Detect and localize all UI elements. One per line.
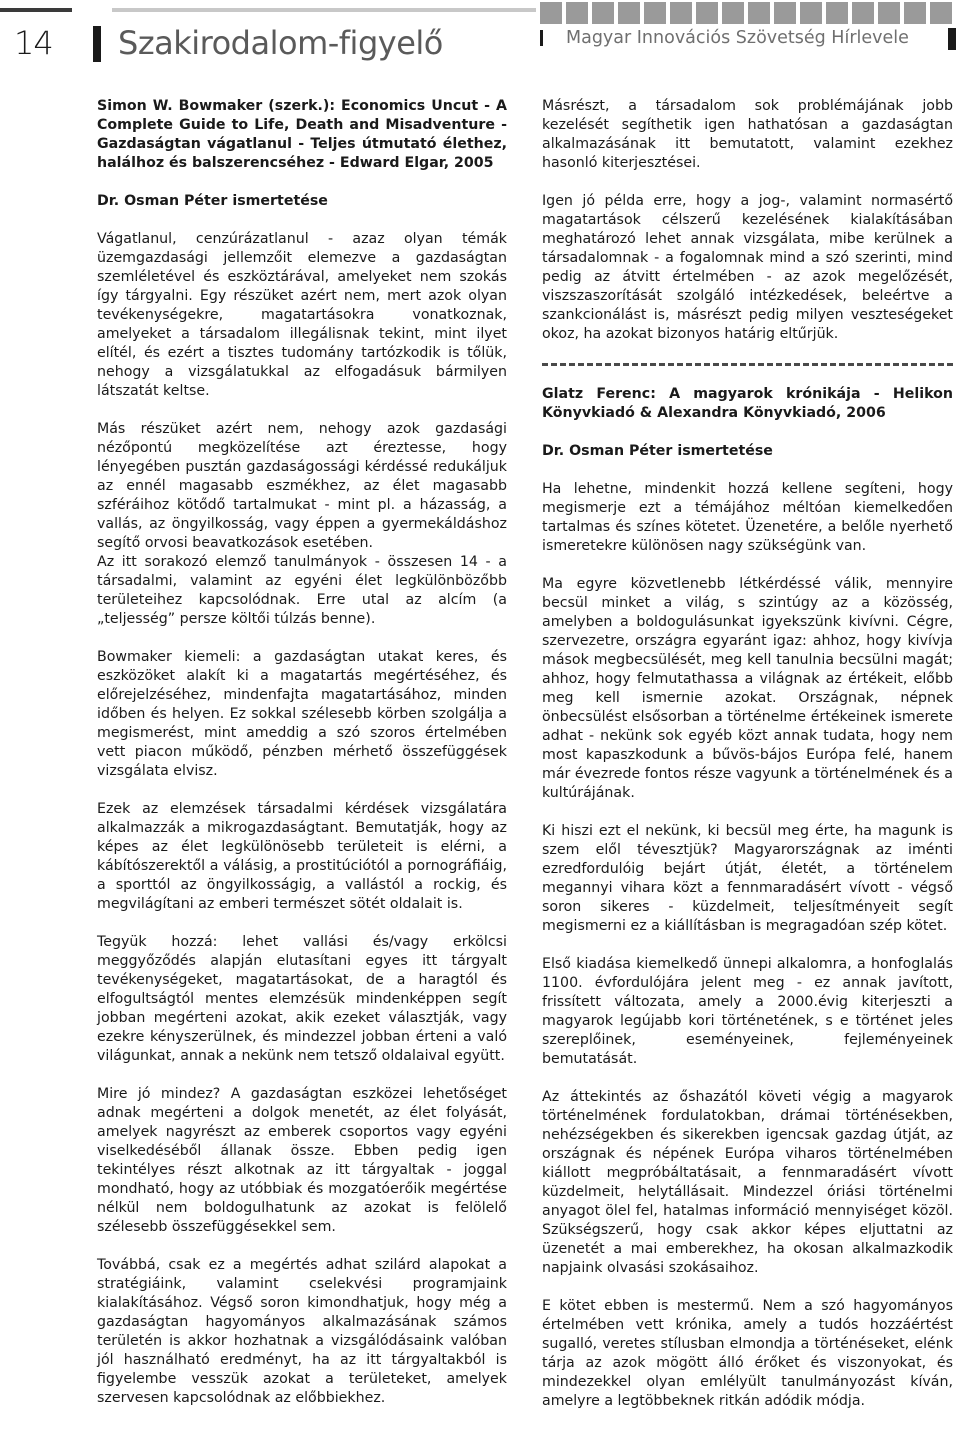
header-separator-right [948,28,956,50]
article-reviewer: Dr. Osman Péter ismertetése [97,193,328,209]
publication-name: Magyar Innovációs Szövetség Hírlevele [566,28,909,48]
header-rule-left [0,8,72,12]
article-paragraph: Ki hiszi ezt el nekünk, ki becsül meg érte, ha magunk is szem elől tévesztjük? Magyarországnak az iménti ezredfordulóig bejárt útját, életét, a történelem megannyi vihara közt a fennmaradásért vívott - végső soron sikeres - küzdelmeit, teljesítményeit segít megismerni ez a kiállításban is megragadóan szép kötet. [542,823,953,934]
article-paragraph: Bowmaker kiemeli: a gazdaságtan utakat keres, és eszközöket alakít ki a magatartás megértéséhez, és előrejelzéséhez, mindenfajta magatartásához, minden időben és helyen. Ez sokkal szélesebb körben szolgálja a megismerést, mint ameddig a szó szoros értelmében vett piacon működő, pénzben mérhető összefüggések vizsgálata elvisz. [97,649,507,779]
article-paragraph: Tegyük hozzá: lehet vallási és/vagy erkölcsi meggyőződés alapján elutasítani egyes itt tárgyalt tevékenységeket, magatartásokat, de a haragtól és elfogultságtól mentes elemzésük mindenképpen segít jobban megérteni azokat, akik ezeket választják, vagy ezekre kényszerülnek, és mindezzel jobban érteni a való világunkat, annak a nekünk nem tetsző oldalaival együtt. [97,934,507,1064]
right-column [542,97,953,1430]
article-title: Simon W. Bowmaker (szerk.): Economics Uncut - A Complete Guide to Life, Death and Misadventure - Gazdaságtan vágatlanul - Teljes útmutató élethez, halálhoz és balszerencséhez - Edward Elgar, 2005 [97,98,507,171]
article-paragraph: Igen jó példa erre, hogy a jog-, valamint normasértő magatartások célszerű kezelésének kialakításában meghatározó lehet annak vizsgálata, mibe kerülnek a társadalomnak - a fogalomnak mind a szó szerinti, mind pedig az átvitt értelmében - az azok megelőzését, viszszaszorítását szolgáló intézkedések, beleértve a szankcionálást is, másrészt pedig milyen veszteségeket okoz, ha azokat bizonyos határig eltűrjük. [542,193,953,342]
article-paragraph: Mire jó mindez? A gazdaságtan eszközei lehetőséget adnak megérteni a dolgok menetét, az élet folyását, amelyek nagyrészt az emberek csoportos vagy egyéni viselkedéséből állanak össze. Ebben pedig igen tekintélyes részt alkotnak az itt tárgyaltak - joggal mondható, hogy az utóbbiak és mozgatóerőik megértése nélkül nem boldogulhatunk az azokat is felölelő szélesebb összefüggésekkel sem. [97,1086,507,1235]
article-paragraph: Másrészt, a társadalom sok problémájának jobb kezelését segíthetik igen hathatósan a gazdaságtan alkalmazásának itt bemutatott, valamint ezekhez hasonló kiterjesztései. [542,98,953,171]
article-paragraph: E kötet ebben is mestermű. Nem a szó hagyományos értelmében vett krónika, amely a tudós hozzáértést sugalló, veretes stílusban elmondja a történéseket, elénk tárja az azok mögött álló érőket és viszonyokat, és mindezekkel olyan emlélyült tanulmányozást kíván, amelyre a legtöbbeknek ritkán adódik módja. [542,1298,953,1409]
header-decorative-squares [540,0,954,26]
article-divider [542,363,953,366]
header-rule-gray [112,8,536,12]
header-separator [93,26,101,62]
article-paragraph: Ezek az elemzések társadalmi kérdések vizsgálatára alkalmazzák a mikrogazdaságtant. Bemutatják, hogy az képes az élet legkülönösebb területeit is elérni, a kábítószerektől a válásig, a prostitúciótól a pornográfiáig, a sporttól az öngyilkosságig, a vallástól a rockig, és megvilágítani az emberi természet sötét oldalait is. [97,801,507,912]
article-paragraph: Ma egyre közvetlenebb létkérdéssé válik, mennyire becsül minket a világ, s szintúgy az a közösség, amelyben a boldogulásunkat igyekszünk kivívni. Cégre, szervezetre, országra egyaránt igaz: ahhoz, hogy kivívja mások megbecsülését, meg kell tanulnia becsülni magát; ahhoz, hogy felmutathassa a világnak az értékeit, előbb meg kell ismernie azokat. Országnak, népnek önbecsülést elsősorban a történelme értékeinek ismerete adhat - nekünk sok egyéb közt annak tudata, hogy nem most kapaszkodunk a bűvös-bájos Európa felé, hanem már évezrede fontos része vagyunk a történelmének és a kultúrájának. [542,576,953,801]
page-number: 14 [14,24,53,62]
article-paragraph: Továbbá, csak ez a megértés adhat szilárd alapokat a stratégiáink, valamint cselekvési programjaink kialakításához. Végső soron kimondhatjuk, hogy még a gazdaságtan hagyományos alkalmazásának számos területén is akkor hozhatnak a vizsgálódásaink valóban jól használható eredményt, ha az itt tárgyaltakból is figyelembe vesszük azokat a területeket, amelyek szervesen kapcsolódnak az előbbiekhez. [97,1257,507,1406]
header-separator-small [540,30,543,46]
article-paragraph: Vágatlanul, cenzúrázatlanul - azaz olyan témák üzemgazdasági jellemzőit elemezve a gazdaságtan szemléletével és eszköztárával, amelyeket nem szokás így tárgyalni. Egy részüket azért nem, mert azok olyan tevékenységekre, magatartásokra vonatkoznak, amelyeket a társadalom illegálisnak tekint, mint ilyet elítél, és ezért a tisztes tudomány tartózkodik is tőlük, nehogy a vizsgálatukkal az elfogadásuk bármilyen látszatát keltse. [97,231,507,399]
article-title: Glatz Ferenc: A magyarok krónikája - Helikon Könyvkiadó & Alexandra Könyvkiadó, 2006 [542,386,953,421]
page-header [0,0,960,84]
left-column [97,97,507,1427]
article-paragraph: Ha lehetne, mindenkit hozzá kellene segíteni, hogy megismerje ezt a témájához méltóan kiemelkedően tartalmas és színes kötetet. Üzenetére, a belőle nyerhető ismeretekre különösen nagy szükségünk van. [542,481,953,554]
article-paragraph: Az áttekintés az őshazától követi végig a magyarok történelmének fordulatokban, drámai történésekben, nehézségekben és sikerekben igencsak gazdag útját, az országnak és népének Európa viharos történelmében kiállott megpróbáltatásait, a fennmaradásért vívott küzdelmeit, helytállásait. Mindezzel óriási történelmi anyagot ölel fel, hatalmas információ mennyiséget közöl. Szükségszerű, hogy csak akkor képes eljuttatni az üzenetét a mai emberekhez, ha okosan alkalmazkodik napjaink olvasási szokásaihoz. [542,1089,953,1276]
article-paragraph: Első kiadása kiemelkedő ünnepi alkalomra, a honfoglalás 1100. évfordulójára jelent meg - ez annak javított, frissített változata, amely a 2000.évig kiterjeszti a magyarok legújabb kori történetének, s e történet jeles szereplőinek, eseményeinek, fejleményeinek bemutatását. [542,956,953,1067]
article-reviewer: Dr. Osman Péter ismertetése [542,443,773,459]
article-paragraph: Más részüket azért nem, nehogy azok gazdasági nézőpontú megközelítése azt éreztesse, hogy lényegében pusztán gazdaságossági kérdéssé redukáljuk az ennél magasabb eszmékhez, az élet magasabb szféráihoz kötődő tartalmukat - mint pl. a házasság, a vallás, az öngyilkosság, vagy éppen a gyermekáldáshoz segítő orvosi beavatkozások esetében. Az itt sorakozó elemző tanulmányok - összesen 14 - a társadalmi, valamint az egyéni élet legkülönbözőbb területeihez kapcsolódnak. Erre utal az alcím (a „teljesség” persze költői túlzás benne). [97,421,507,627]
section-title: Szakirodalom-figyelő [118,24,443,62]
